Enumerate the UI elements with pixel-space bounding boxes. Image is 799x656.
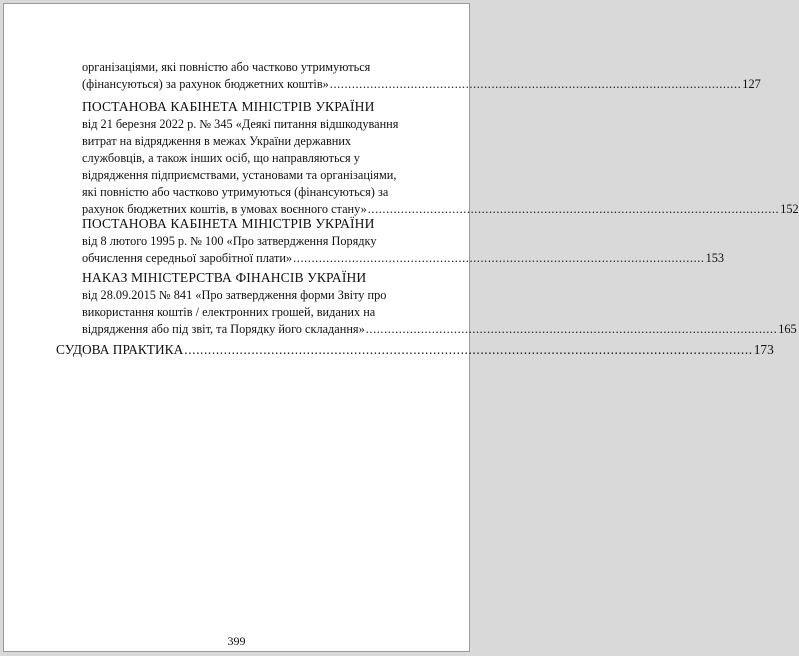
toc-page-number: 165 xyxy=(778,322,797,336)
toc-entry-text: рахунок бюджетних коштів, в умовах воєнного стану» xyxy=(82,202,367,216)
dot-leader: ................................................................................................................ xyxy=(293,251,705,265)
dot-leader: ................................................................................................................ xyxy=(365,322,778,336)
toc-entry-2-line-4: відрядження підприємствами, установами та організаціями, xyxy=(82,168,397,182)
toc-entry-2-line-5: які повністю або частково утримуються (фінансуються) за xyxy=(82,185,389,199)
page-number: 399 xyxy=(227,634,246,648)
toc-entry-1-last-line[interactable] xyxy=(82,77,761,91)
toc-entry-text: відрядження або під звіт, та Порядку його складання» xyxy=(82,322,365,336)
toc-entry-2-last-line[interactable] xyxy=(82,202,799,216)
toc-entry-text: (фінансуються) за рахунок бюджетних коштів» xyxy=(82,77,329,91)
toc-entry-3-last-line[interactable] xyxy=(82,251,725,265)
toc-entry-1-line-1: організаціями, які повністю або частково утримуються xyxy=(82,60,371,74)
toc-entry-2-line-1: від 21 березня 2022 р. № 345 «Деякі питання відшкодування xyxy=(82,117,399,131)
document-page xyxy=(3,3,799,652)
toc-page-number: 173 xyxy=(753,342,774,357)
toc-entry-4-line-1: від 28.09.2015 № 841 «Про затвердження форми Звіту про xyxy=(82,288,387,302)
toc-entry-text: обчислення середньої заробітної плати» xyxy=(82,251,293,265)
toc-entry-2-heading: ПОСТАНОВА КАБІНЕТА МІНІСТРІВ УКРАЇНИ xyxy=(82,99,375,114)
toc-page-number: 152 xyxy=(780,202,799,216)
dot-leader: ................................................................................................................ xyxy=(329,77,742,91)
toc-entry-4-last-line[interactable] xyxy=(82,322,797,336)
toc-entry-3-heading: ПОСТАНОВА КАБІНЕТА МІНІСТРІВ УКРАЇНИ xyxy=(82,216,375,231)
toc-entry-4-heading: НАКАЗ МІНІСТЕРСТВА ФІНАНСІВ УКРАЇНИ xyxy=(82,270,367,285)
toc-entry-3-line-1: від 8 лютого 1995 р. № 100 «Про затвердження Порядку xyxy=(82,234,377,248)
toc-section-title: СУДОВА ПРАКТИКА xyxy=(56,342,184,357)
toc-page-number: 153 xyxy=(705,251,725,265)
toc-entry-2-line-2: витрат на відрядження в межах України державних xyxy=(82,134,352,148)
toc-section-sudova-praktyka[interactable] xyxy=(56,342,774,357)
dot-leader: ................................................................................................................ xyxy=(367,202,780,216)
toc-entry-4-line-2: використання коштів / електронних грошей, виданих на xyxy=(82,305,376,319)
toc-page-number: 127 xyxy=(742,77,761,91)
dot-leader: ................................................................................................................................................ xyxy=(184,342,753,357)
toc-entry-2-line-3: службовців, а також інших осіб, що направляються у xyxy=(82,151,360,165)
